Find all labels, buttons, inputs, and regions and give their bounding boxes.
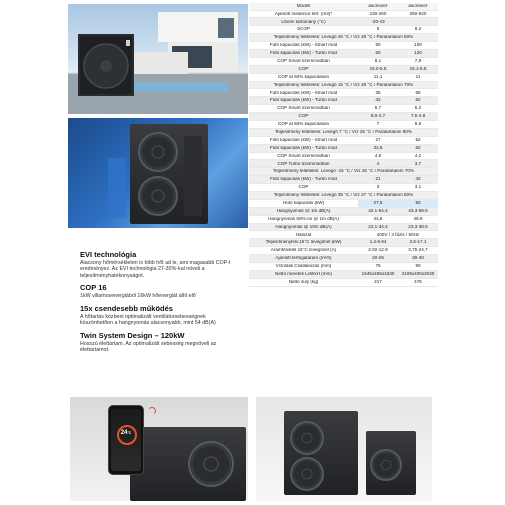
row-value-col1: 130-260 xyxy=(369,10,387,16)
row-value-col2: 43.3-58.5 xyxy=(408,207,428,213)
wifi-signal-icon xyxy=(148,407,156,415)
row-value-col2: 9,2 xyxy=(414,26,422,32)
row-label: Hangnyomás 50%-on @ 1m dB(A) xyxy=(268,216,339,221)
table-row xyxy=(249,42,438,50)
section-label: Teljesítmény feltételek: Levegő -15 °C / Víz 26 °C / Páratartalom 70% xyxy=(272,169,415,174)
row-value-col2: 68 xyxy=(415,89,421,95)
row-value-col1: 60 xyxy=(375,50,381,56)
table-row xyxy=(249,176,438,184)
table-row xyxy=(249,239,438,247)
feature-list xyxy=(80,246,240,354)
phone-screen xyxy=(111,409,141,471)
table-row xyxy=(249,11,438,19)
blue-pillar xyxy=(108,158,126,218)
row-value-col1: 7 xyxy=(376,121,380,127)
row-label: Fűtő kapacitás (kW) - Smart mód xyxy=(269,43,338,48)
row-value-col1: 217 xyxy=(374,278,382,284)
row-value-col2: 7,9 xyxy=(414,57,422,63)
fan-icon xyxy=(370,449,402,481)
table-row xyxy=(249,145,438,153)
row-value-col2: 50 xyxy=(398,200,438,207)
table-row xyxy=(249,255,438,263)
row-value-col1: 35 xyxy=(375,89,381,95)
header-label: Modell xyxy=(296,3,311,8)
row-label: Fűtő kapacitás (kW) - Smart mód xyxy=(269,137,338,142)
table-row xyxy=(249,74,438,82)
feature-title: EVI technológia xyxy=(80,250,137,259)
table-row xyxy=(249,18,438,26)
feature-text: A hőtartás közbeni optimalizált ventilátorsebességnek köszönhetően a hangnyomás alacsonyabb, mint 54 dB(A) xyxy=(80,313,216,327)
row-value-col2: 30-40 xyxy=(412,255,424,261)
row-value-col2: 15.1-6.5 xyxy=(409,65,427,71)
row-value-col1: 15.0-6.5 xyxy=(369,65,387,71)
section-label: Teljesítmény feltételek: Levegő 15 °C / Víz 26 °C / Páratartalom 70% xyxy=(273,82,414,87)
table-section-header xyxy=(249,129,438,137)
row-label: Nettó méretek LxWxH (mm) xyxy=(275,272,332,277)
row-value-col1: 2.02-12.9 xyxy=(368,247,388,253)
table-section-header xyxy=(249,168,438,176)
row-value-col1: 4,5 xyxy=(374,152,382,158)
row-value-col2: 120 xyxy=(414,50,422,56)
row-value-col1: 20-25 xyxy=(372,255,384,261)
row-value-col1: 21 xyxy=(375,176,381,182)
table-row xyxy=(249,224,438,232)
table-row xyxy=(249,200,438,208)
row-value-col1: 5,7 xyxy=(374,105,382,111)
row-value-col2: 3,75-24,7 xyxy=(408,247,428,253)
row-label: COP Smart üzemmódban xyxy=(277,58,330,63)
row-value-col1: 1545x456x1630 xyxy=(361,271,395,277)
table-row xyxy=(249,160,438,168)
row-value-col2: 260-520 xyxy=(409,10,427,16)
header-col1: JBCR150T xyxy=(367,3,388,9)
row-label: Hálózat xyxy=(295,232,312,237)
row-value-col1: 75 xyxy=(375,263,381,269)
table-row xyxy=(249,153,438,161)
feature-title: COP 16 xyxy=(80,283,107,293)
fan-icon xyxy=(290,421,324,455)
row-label: Nettó súly (kg) xyxy=(288,279,319,284)
row-label: Fűtő kapacitás (kW) - Turbo mód xyxy=(270,51,337,56)
row-value-col2: 100 xyxy=(414,42,422,48)
phone-temp: 24 xyxy=(120,430,128,436)
row-value-col1: 3 xyxy=(376,184,380,190)
row-value-col1: 4 xyxy=(376,160,380,166)
fan-icon xyxy=(138,176,178,216)
row-value-col2: 11 xyxy=(415,73,421,79)
table-row xyxy=(249,121,438,129)
table-header xyxy=(249,3,438,11)
table-row xyxy=(249,231,438,239)
row-value-col2: 6,8 xyxy=(414,121,422,127)
row-label: Üzemi tartomány (°C) xyxy=(281,19,326,24)
row-value-col2: 3,1 xyxy=(414,184,422,190)
row-value-col2: 23.3-38.5 xyxy=(408,223,428,229)
fan-icon xyxy=(188,441,234,487)
row-value-col2: 3,7 xyxy=(414,160,422,166)
section-label: Teljesítmény feltételek: Levegő 26 °C / Víz 26 °C / Páratartalom 80% xyxy=(273,35,414,40)
fan-icon xyxy=(290,457,324,491)
table-row xyxy=(249,26,438,34)
row-value-col1: 11,1 xyxy=(373,73,383,79)
row-value-col1: 27 xyxy=(375,136,381,142)
row-label: COP Smart üzemmódban xyxy=(277,153,330,158)
row-value-col2: 4,2 xyxy=(414,152,422,158)
feature-evi xyxy=(80,250,240,279)
table-row xyxy=(249,58,438,66)
row-label: Hangnyomás @ 10m dB(A) xyxy=(275,224,332,229)
table-section-header xyxy=(249,34,438,42)
table-row xyxy=(249,105,438,113)
feature-title: 15x csendesebb működés xyxy=(80,303,173,313)
row-value-col1: 42 xyxy=(375,97,381,103)
feature-twin xyxy=(80,331,240,354)
table-row xyxy=(249,66,438,74)
table-row xyxy=(249,113,438,121)
row-value-col2: 90 xyxy=(415,263,421,269)
table-row xyxy=(249,97,438,105)
row-value-col2: 62 xyxy=(415,144,421,150)
row-label: COP at 50% kapacitáson xyxy=(277,122,330,127)
row-value-col2: 476 xyxy=(414,278,422,284)
villa-illustration xyxy=(68,4,248,114)
table-row xyxy=(249,184,438,192)
feature-text: Alacsony hőmérsékleten is több hőt ad le, ami magasabb COP-t eredményez. Az EVI technológia 27-30%-kal növeli a teljesítményhatékonyságot. xyxy=(80,260,231,279)
row-label: Hűtő kapacitás (kW) xyxy=(282,201,325,206)
row-value-col1: 1,4-6.94 xyxy=(369,239,387,245)
row-label: COP at 50% kapacitáson xyxy=(277,74,330,79)
row-value-col2: 2109x400x2040 xyxy=(401,271,435,277)
row-label: COP Turbo üzemmódban xyxy=(277,161,330,166)
table-row xyxy=(249,208,438,216)
row-value-col2: 7.5-4.8 xyxy=(410,113,426,119)
row-label: Teljesítményfelv.15°C levegőnél (kW) xyxy=(265,240,342,245)
row-label: SCOP xyxy=(296,27,311,32)
feature-text: 1kW villamosenergiából 16kW hőenergiát állít elő xyxy=(80,293,196,300)
spec-table xyxy=(249,3,438,287)
row-value-col1: 32,5 xyxy=(373,144,383,150)
row-label: COP xyxy=(298,66,309,71)
table-row xyxy=(249,216,438,224)
row-label: Fűtő kapacitás (kW) - Smart mód xyxy=(269,90,338,95)
table-row xyxy=(249,247,438,255)
row-label: Fűtő kapacitás (kW) - Turbo mód xyxy=(270,177,337,182)
row-value-col2: 2,6-17.1 xyxy=(409,239,427,245)
row-label: Fűtő kapacitás (kW) - Turbo mód xyxy=(270,98,337,103)
row-value-col2 xyxy=(398,18,438,25)
feature-silent xyxy=(80,304,240,327)
table-row xyxy=(249,50,438,58)
row-value-col2: 48.9 xyxy=(413,215,423,221)
twin-units-photo xyxy=(256,397,432,501)
section-label: Teljesítmény feltételek: Levegő 7 °C / Víz 26 °C / Páratartalom 90% xyxy=(275,130,412,134)
table-row xyxy=(249,263,438,271)
table-body xyxy=(249,11,438,287)
fan-icon xyxy=(138,132,178,172)
table-row xyxy=(249,271,438,279)
heat-pump-photo xyxy=(68,118,248,228)
row-label: Fűtő kapacitás (kW) - Turbo mód xyxy=(270,145,337,150)
section-label: Teljesítmény feltételek: Levegő 35 °C / Víz 27 °C / Páratartalom 80% xyxy=(273,193,414,198)
row-value-col1: 22.1-34.4 xyxy=(368,223,388,229)
row-value-col1: 42.1-54.4 xyxy=(368,207,388,213)
table-section-header xyxy=(249,192,438,200)
row-value-col1: 400V / 3 fázis / 50Hz xyxy=(376,231,420,237)
smartphone xyxy=(108,405,144,475)
row-value-col1: 44,8 xyxy=(373,215,383,221)
table-row xyxy=(249,89,438,97)
villa-photo xyxy=(68,4,248,114)
row-label: COP xyxy=(298,114,309,119)
phone-temp-unit: °C xyxy=(127,431,132,435)
row-label: Ajánlott medence térf. (m3)* xyxy=(274,11,333,16)
row-value-col1: -20-43 xyxy=(371,18,385,24)
row-value-col1: 8.0-4.7 xyxy=(370,113,386,119)
table-section-header xyxy=(249,82,438,90)
row-label: COP xyxy=(298,185,309,190)
phone-app-photo xyxy=(70,397,248,501)
row-value-col1: 27,5 xyxy=(358,200,398,207)
row-label: Hangnyomás @ 1m dB(A) xyxy=(276,208,331,213)
table-row xyxy=(249,137,438,145)
table-row xyxy=(249,279,438,287)
control-panel xyxy=(184,136,202,216)
row-value-col1: 50 xyxy=(375,42,381,48)
row-label: Vízoldali Csatlakozás (mm) xyxy=(275,264,332,269)
row-label: COP Smart üzemmódban xyxy=(277,106,330,111)
row-value-col1: 9 xyxy=(376,26,380,32)
row-label: Áramfelvétel 15°C levegőnél (A) xyxy=(270,248,337,253)
feature-text: Hosszú élettartam. Az optimalizált sebesség megnöveli az élettartamot. xyxy=(80,340,217,354)
row-value-col2: 82 xyxy=(415,97,421,103)
row-value-col2: 5,2 xyxy=(414,105,422,111)
row-value-col2: 42 xyxy=(415,176,421,182)
row-value-col2: 52 xyxy=(415,136,421,142)
row-value-col1: 8,1 xyxy=(374,57,382,63)
row-label: Ajánlott térfogatáram (m³/h) xyxy=(275,256,332,261)
feature-cop xyxy=(80,283,240,299)
header-col2: JBCR300T xyxy=(407,3,428,9)
feature-title: Twin System Design – 120kW xyxy=(80,330,185,340)
